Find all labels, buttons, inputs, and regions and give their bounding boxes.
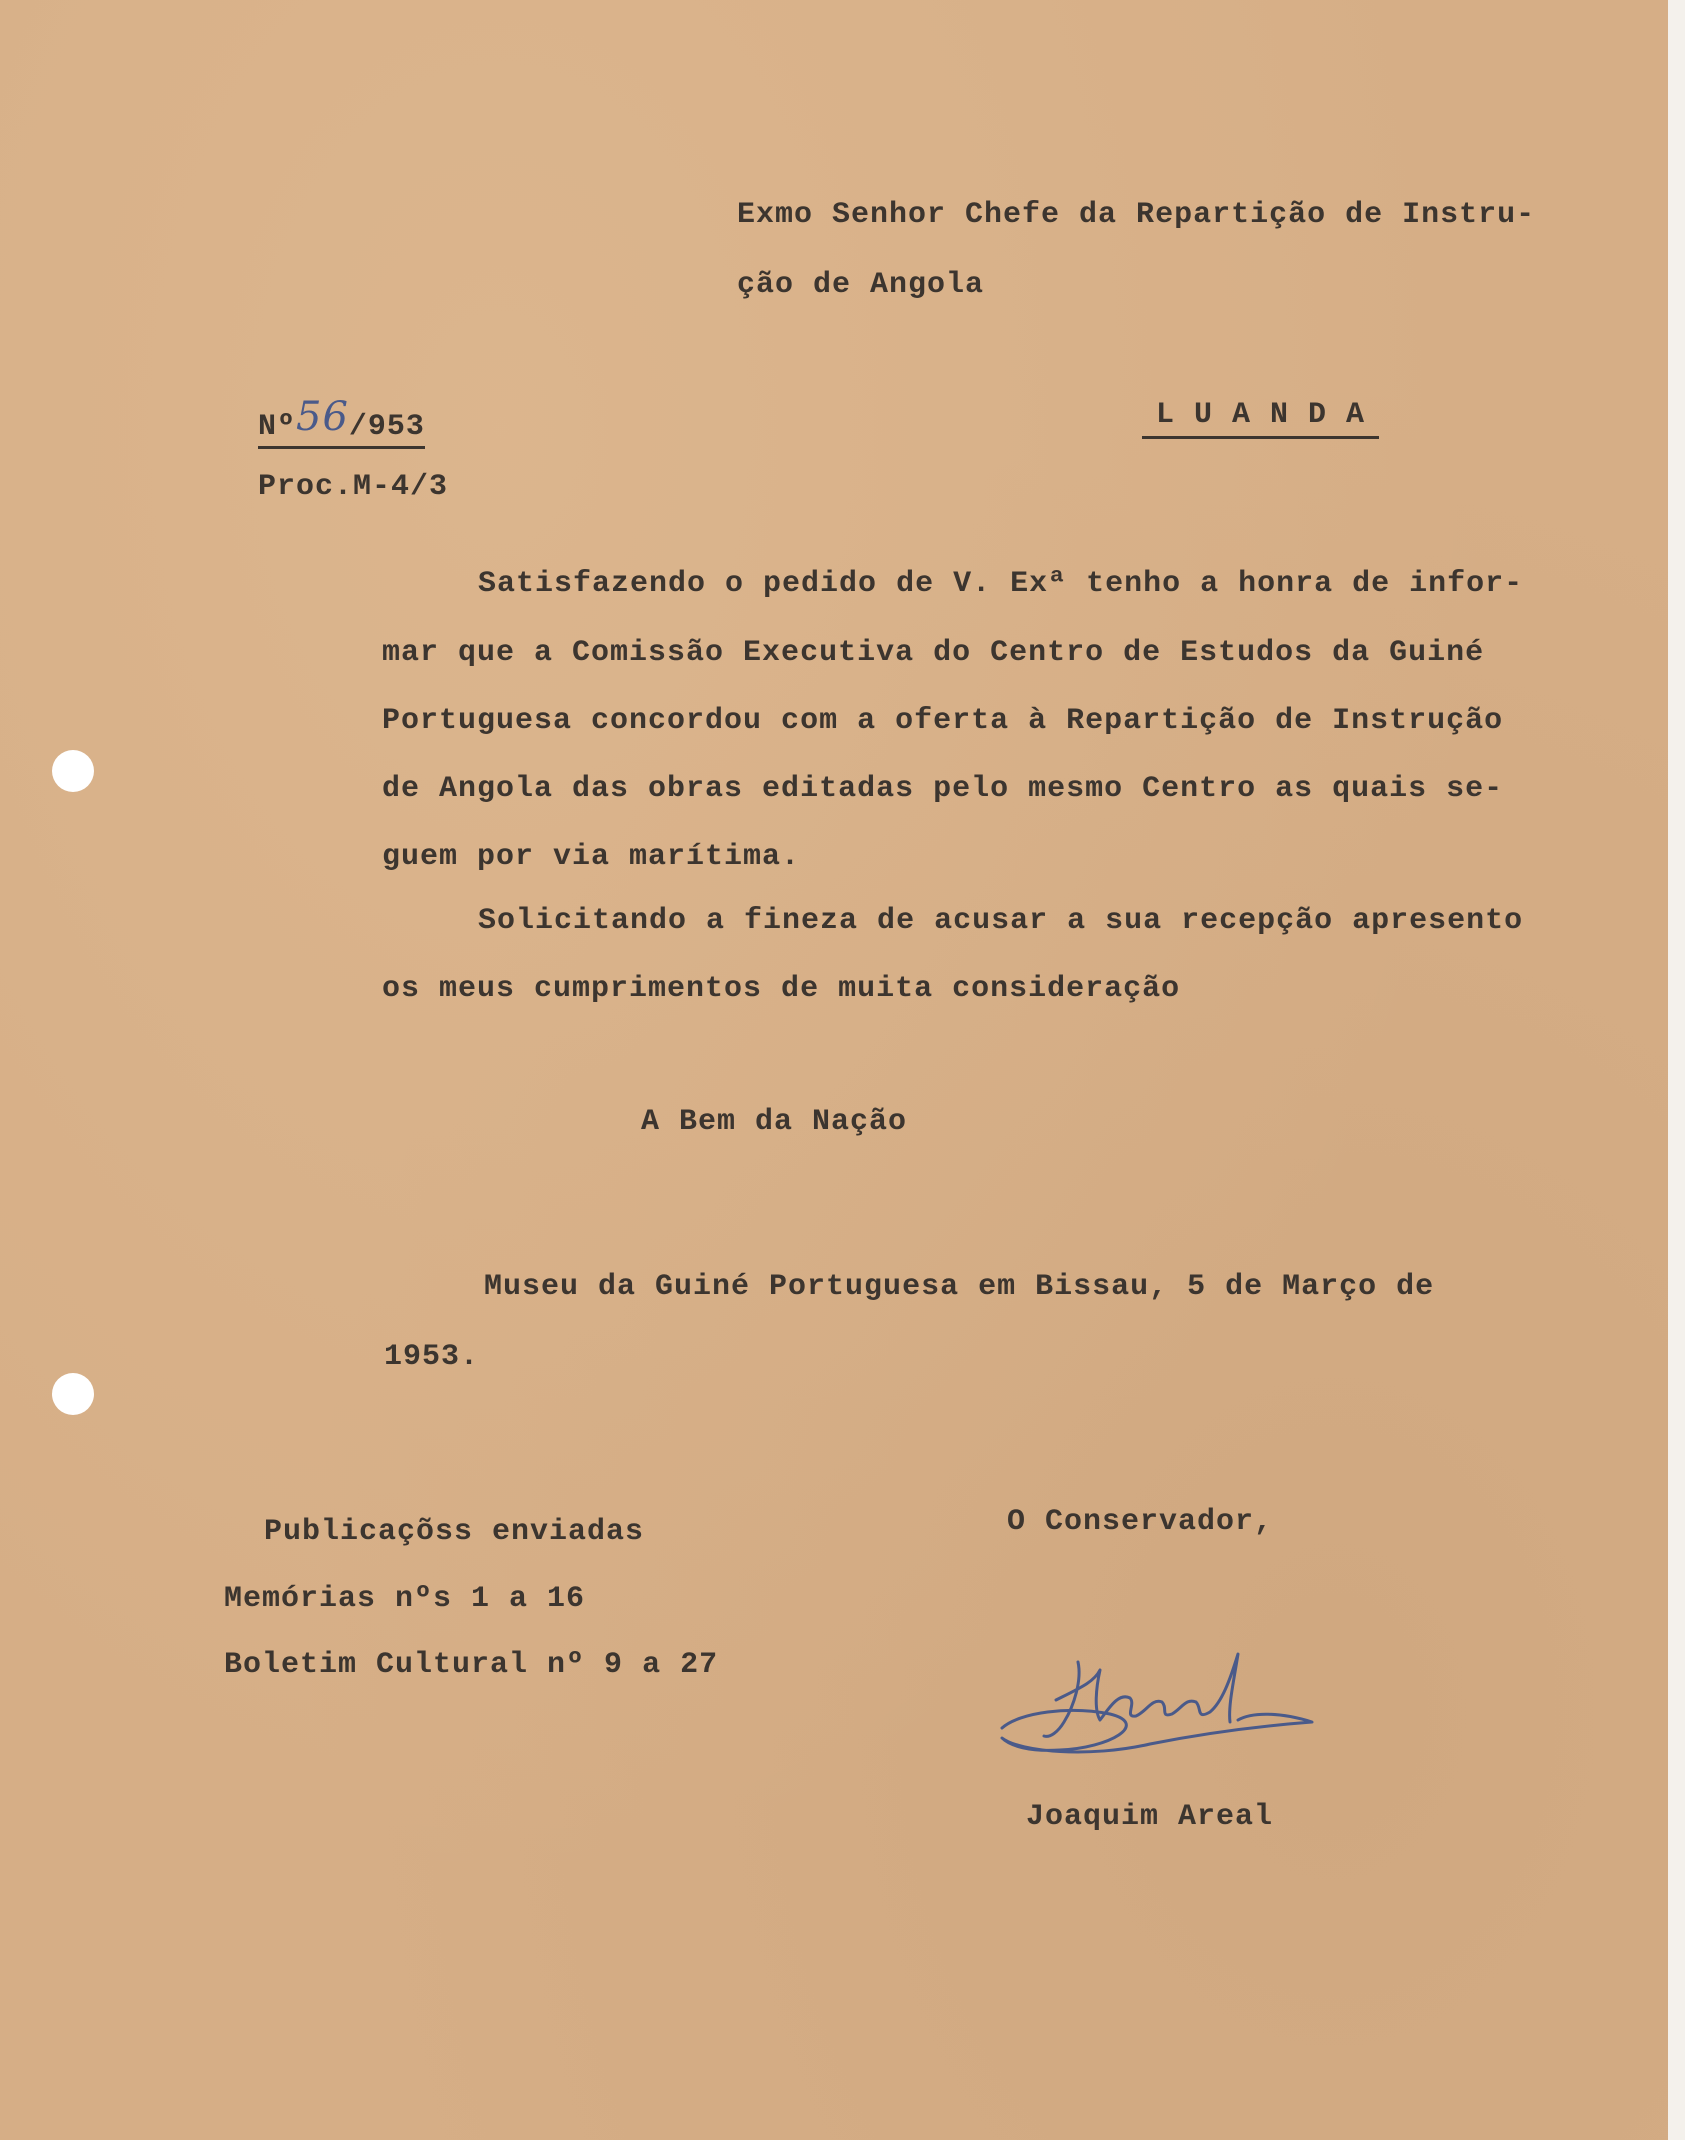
signature-icon: [990, 1640, 1330, 1770]
publication-item: Boletim Cultural nº 9 a 27: [224, 1648, 719, 1682]
reference-handwritten-number: 56: [296, 394, 349, 440]
process-number: Proc.M-4/3: [258, 470, 449, 504]
signatory-title: O Conservador,: [1007, 1505, 1274, 1539]
body-line: Portuguesa concordou com a oferta à Repartição de Instrução: [382, 704, 1504, 738]
publication-item: Memórias nºs 1 a 16: [224, 1582, 586, 1616]
place-date-line-2: 1953.: [384, 1340, 480, 1374]
recipient-line-2: ção de Angola: [737, 268, 985, 302]
salutation: A Bem da Nação: [641, 1105, 908, 1139]
body-line: Solicitando a fineza de acusar a sua recepção apresento: [478, 904, 1524, 938]
punch-hole-icon: [52, 1373, 94, 1415]
body-line: Satisfazendo o pedido de V. Exª tenho a honra de infor-: [478, 567, 1524, 601]
destination: [1142, 398, 1379, 439]
page-edge: [1668, 0, 1685, 2140]
publications-heading: Publicaçõss enviadas: [264, 1515, 645, 1549]
recipient-line-1: Exmo Senhor Chefe da Repartição de Instru-: [737, 198, 1536, 232]
body-line: guem por via marítima.: [382, 840, 801, 874]
reference-suffix: /953: [348, 410, 425, 444]
place-date-line-1: Museu da Guiné Portuguesa em Bissau, 5 de Março de: [484, 1270, 1435, 1304]
signatory-name: Joaquim Areal: [1026, 1800, 1274, 1834]
reference-number: [258, 394, 425, 444]
body-line: os meus cumprimentos de muita consideração: [382, 972, 1181, 1006]
destination-text: L U A N D A: [1156, 398, 1366, 432]
body-line: de Angola das obras editadas pelo mesmo Centro as quais se-: [382, 772, 1504, 806]
punch-hole-icon: [52, 750, 94, 792]
body-line: mar que a Comissão Executiva do Centro de Estudos da Guiné: [382, 636, 1485, 670]
reference-prefix: Nº: [258, 410, 297, 444]
